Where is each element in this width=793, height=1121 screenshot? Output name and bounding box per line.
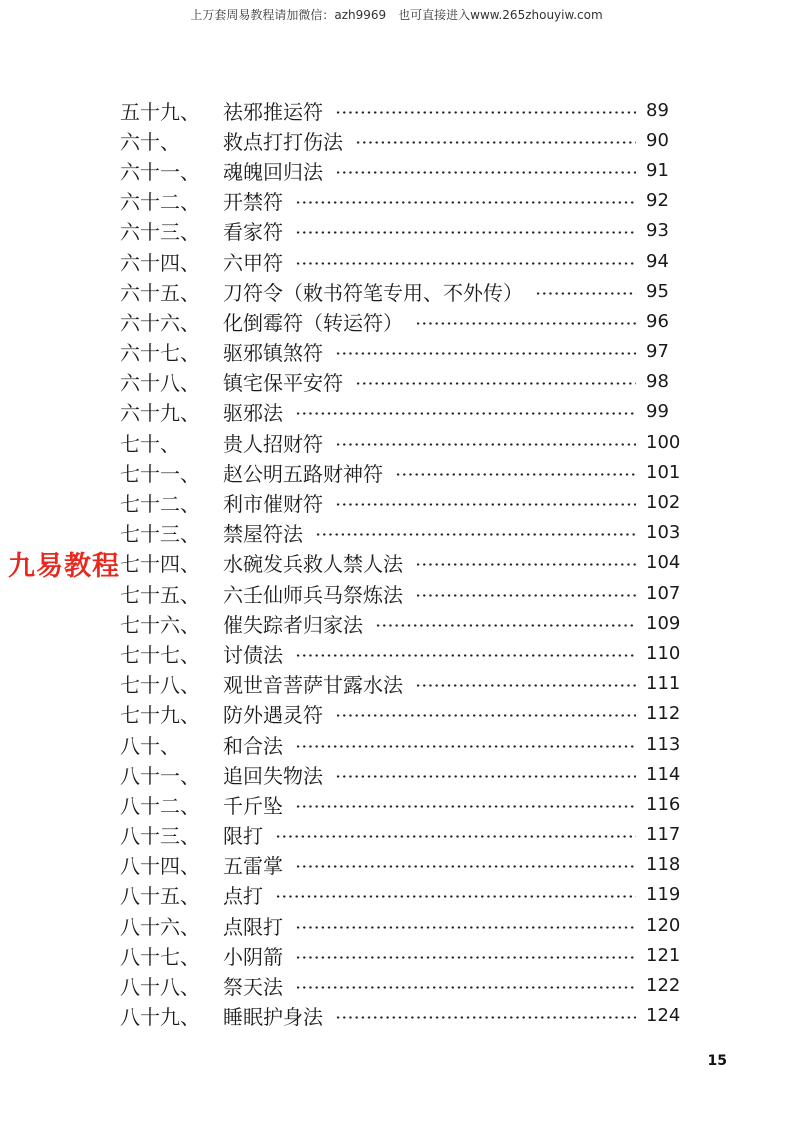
dot-leader bbox=[335, 503, 636, 506]
toc-entry-title: 观世音菩萨甘露水法 bbox=[223, 673, 403, 698]
toc-entry-number: 八十九、 bbox=[120, 1005, 200, 1030]
toc-entry[interactable] bbox=[120, 548, 690, 578]
dot-leader bbox=[295, 262, 636, 265]
toc-entry-number: 八十五、 bbox=[120, 884, 200, 909]
dot-leader bbox=[335, 352, 636, 355]
toc-entry-page: 91 bbox=[646, 159, 669, 181]
toc-entry[interactable] bbox=[120, 608, 690, 638]
toc-entry[interactable] bbox=[120, 427, 690, 457]
toc-entry-number: 七十一、 bbox=[120, 461, 200, 486]
toc-entry-page: 116 bbox=[646, 793, 681, 815]
toc-entry-title: 利市催财符 bbox=[223, 492, 323, 517]
dot-leader bbox=[415, 594, 636, 597]
toc-entry-title: 开禁符 bbox=[223, 190, 283, 215]
dot-leader bbox=[335, 1016, 636, 1019]
toc-entry-number: 八十一、 bbox=[120, 763, 200, 788]
toc-entry[interactable] bbox=[120, 669, 690, 699]
toc-entry[interactable] bbox=[120, 276, 690, 306]
toc-entry-number: 七十八、 bbox=[120, 673, 200, 698]
toc-entry-title: 点打 bbox=[223, 884, 263, 909]
toc-entry[interactable] bbox=[120, 940, 690, 970]
toc-entry-number: 八十三、 bbox=[120, 824, 200, 849]
toc-entry-title: 六甲符 bbox=[223, 250, 283, 275]
dot-leader bbox=[295, 231, 636, 234]
toc-entry-page: 121 bbox=[646, 944, 681, 966]
toc-entry-number: 六十、 bbox=[120, 129, 180, 154]
toc-entry[interactable] bbox=[120, 518, 690, 548]
toc-entry-number: 七十二、 bbox=[120, 492, 200, 517]
toc-entry[interactable] bbox=[120, 397, 690, 427]
dot-leader bbox=[335, 775, 636, 778]
toc-entry-number: 八十六、 bbox=[120, 914, 200, 939]
table-of-contents bbox=[120, 95, 690, 1031]
toc-entry-page: 93 bbox=[646, 220, 669, 242]
toc-entry-title: 水碗发兵救人禁人法 bbox=[223, 552, 403, 577]
toc-entry-title: 祭天法 bbox=[223, 975, 283, 1000]
dot-leader bbox=[295, 654, 636, 657]
toc-entry-page: 119 bbox=[646, 884, 681, 906]
page-number: 15 bbox=[707, 1053, 727, 1069]
toc-entry-page: 92 bbox=[646, 190, 669, 212]
dot-leader bbox=[295, 201, 636, 204]
toc-entry-title: 防外遇灵符 bbox=[223, 703, 323, 728]
toc-entry-page: 104 bbox=[646, 552, 681, 574]
toc-entry-page: 100 bbox=[646, 431, 681, 453]
toc-entry-title: 点限打 bbox=[223, 914, 283, 939]
toc-entry[interactable] bbox=[120, 820, 690, 850]
dot-leader bbox=[315, 533, 636, 536]
toc-entry[interactable] bbox=[120, 880, 690, 910]
toc-entry[interactable] bbox=[120, 578, 690, 608]
toc-entry-title: 刀符令（敕书符笔专用、不外传） bbox=[223, 280, 523, 305]
toc-entry-title: 看家符 bbox=[223, 220, 283, 245]
toc-entry[interactable] bbox=[120, 367, 690, 397]
dot-leader bbox=[375, 624, 636, 627]
toc-entry-number: 六十二、 bbox=[120, 190, 200, 215]
toc-entry-page: 103 bbox=[646, 522, 681, 544]
dot-leader bbox=[335, 714, 636, 717]
dot-leader bbox=[335, 443, 636, 446]
toc-entry-title: 千斤坠 bbox=[223, 793, 283, 818]
toc-entry[interactable] bbox=[120, 759, 690, 789]
dot-leader bbox=[295, 805, 636, 808]
toc-entry[interactable] bbox=[120, 1001, 690, 1031]
toc-entry-page: 124 bbox=[646, 1005, 681, 1027]
toc-entry-title: 赵公明五路财神符 bbox=[223, 461, 383, 486]
toc-entry-page: 97 bbox=[646, 341, 669, 363]
toc-entry-number: 七十七、 bbox=[120, 642, 200, 667]
toc-entry-number: 八十四、 bbox=[120, 854, 200, 879]
toc-entry-number: 八十八、 bbox=[120, 975, 200, 1000]
toc-entry-page: 117 bbox=[646, 824, 681, 846]
toc-entry-page: 94 bbox=[646, 250, 669, 272]
toc-entry-number: 八十二、 bbox=[120, 793, 200, 818]
dot-leader bbox=[355, 382, 636, 385]
toc-entry-number: 七十九、 bbox=[120, 703, 200, 728]
toc-entry-page: 112 bbox=[646, 703, 681, 725]
toc-entry-title: 讨债法 bbox=[223, 642, 283, 667]
toc-entry-title: 魂魄回归法 bbox=[223, 159, 323, 184]
toc-entry[interactable] bbox=[120, 337, 690, 367]
dot-leader bbox=[415, 563, 636, 566]
toc-entry[interactable] bbox=[120, 155, 690, 185]
toc-entry[interactable] bbox=[120, 850, 690, 880]
toc-entry-page: 109 bbox=[646, 612, 681, 634]
toc-entry-number: 六十八、 bbox=[120, 371, 200, 396]
toc-entry-title: 镇宅保平安符 bbox=[223, 371, 343, 396]
toc-entry-title: 睡眠护身法 bbox=[223, 1005, 323, 1030]
toc-entry-number: 八十、 bbox=[120, 733, 180, 758]
toc-entry-page: 120 bbox=[646, 914, 681, 936]
toc-entry-page: 102 bbox=[646, 492, 681, 514]
toc-entry-title: 催失踪者归家法 bbox=[223, 612, 363, 637]
toc-entry-page: 114 bbox=[646, 763, 681, 785]
toc-entry-number: 五十九、 bbox=[120, 99, 200, 124]
toc-entry-page: 122 bbox=[646, 975, 681, 997]
dot-leader bbox=[295, 745, 636, 748]
dot-leader bbox=[295, 865, 636, 868]
toc-entry-page: 111 bbox=[646, 673, 681, 695]
toc-entry-page: 89 bbox=[646, 99, 669, 121]
dot-leader bbox=[275, 835, 636, 838]
toc-entry-title: 救点打打伤法 bbox=[223, 129, 343, 154]
toc-entry-page: 95 bbox=[646, 280, 669, 302]
toc-entry-page: 98 bbox=[646, 371, 669, 393]
dot-leader bbox=[355, 141, 636, 144]
dot-leader bbox=[395, 473, 636, 476]
toc-entry[interactable] bbox=[120, 95, 690, 125]
toc-entry-title: 五雷掌 bbox=[223, 854, 283, 879]
dot-leader bbox=[295, 956, 636, 959]
toc-entry-title: 驱邪镇煞符 bbox=[223, 341, 323, 366]
toc-entry[interactable] bbox=[120, 246, 690, 276]
toc-entry-page: 107 bbox=[646, 582, 681, 604]
toc-entry-title: 追回失物法 bbox=[223, 763, 323, 788]
toc-entry-number: 七十六、 bbox=[120, 612, 200, 637]
toc-entry-number: 七十三、 bbox=[120, 522, 200, 547]
header-banner: 上万套周易教程请加微信：azh9969 也可直接进入www.265zhouyiw.com bbox=[190, 8, 603, 22]
toc-entry-page: 99 bbox=[646, 401, 669, 423]
toc-entry-number: 六十六、 bbox=[120, 310, 200, 335]
toc-entry[interactable] bbox=[120, 699, 690, 729]
toc-entry-number: 六十七、 bbox=[120, 341, 200, 366]
toc-entry-number: 七十五、 bbox=[120, 582, 200, 607]
toc-entry-page: 90 bbox=[646, 129, 669, 151]
dot-leader bbox=[535, 292, 636, 295]
toc-entry[interactable] bbox=[120, 216, 690, 246]
toc-entry-number: 六十四、 bbox=[120, 250, 200, 275]
toc-entry-title: 贵人招财符 bbox=[223, 431, 323, 456]
toc-entry[interactable] bbox=[120, 729, 690, 759]
watermark-logo: 九易教程 bbox=[8, 551, 120, 582]
toc-entry-number: 六十九、 bbox=[120, 401, 200, 426]
toc-entry[interactable] bbox=[120, 487, 690, 517]
toc-entry-number: 七十、 bbox=[120, 431, 180, 456]
toc-entry-page: 101 bbox=[646, 461, 681, 483]
toc-entry-number: 八十七、 bbox=[120, 944, 200, 969]
dot-leader bbox=[275, 895, 636, 898]
dot-leader bbox=[295, 986, 636, 989]
toc-entry-title: 六壬仙师兵马祭炼法 bbox=[223, 582, 403, 607]
toc-entry[interactable] bbox=[120, 306, 690, 336]
toc-entry-title: 祛邪推运符 bbox=[223, 99, 323, 124]
toc-entry-number: 六十一、 bbox=[120, 159, 200, 184]
toc-entry-title: 限打 bbox=[223, 824, 263, 849]
toc-entry-number: 六十三、 bbox=[120, 220, 200, 245]
toc-entry-title: 禁屋符法 bbox=[223, 522, 303, 547]
toc-entry-page: 110 bbox=[646, 642, 681, 664]
toc-entry[interactable] bbox=[120, 457, 690, 487]
toc-entry-number: 七十四、 bbox=[120, 552, 200, 577]
toc-entry[interactable] bbox=[120, 910, 690, 940]
toc-entry-page: 96 bbox=[646, 310, 669, 332]
toc-entry[interactable] bbox=[120, 186, 690, 216]
dot-leader bbox=[335, 111, 636, 114]
dot-leader bbox=[415, 322, 636, 325]
dot-leader bbox=[335, 171, 636, 174]
dot-leader bbox=[295, 926, 636, 929]
toc-entry-title: 驱邪法 bbox=[223, 401, 283, 426]
toc-entry-title: 和合法 bbox=[223, 733, 283, 758]
toc-entry-page: 113 bbox=[646, 733, 681, 755]
dot-leader bbox=[415, 684, 636, 687]
toc-entry-number: 六十五、 bbox=[120, 280, 200, 305]
toc-entry-title: 化倒霉符（转运符） bbox=[223, 310, 403, 335]
toc-entry-page: 118 bbox=[646, 854, 681, 876]
toc-entry[interactable] bbox=[120, 125, 690, 155]
toc-entry[interactable] bbox=[120, 789, 690, 819]
toc-entry-title: 小阴箭 bbox=[223, 944, 283, 969]
dot-leader bbox=[295, 412, 636, 415]
toc-entry[interactable] bbox=[120, 638, 690, 668]
toc-entry[interactable] bbox=[120, 970, 690, 1000]
